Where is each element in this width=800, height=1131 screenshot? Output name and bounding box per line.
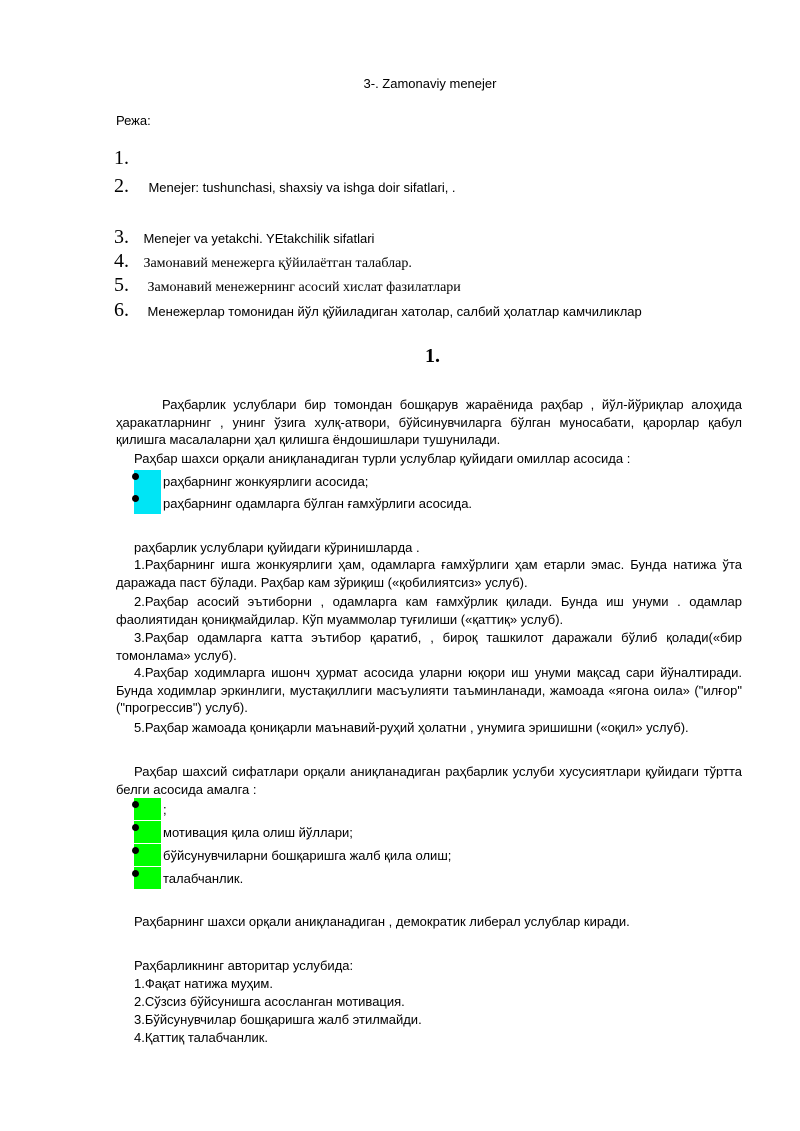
- plan-item-number: 3.: [114, 226, 129, 248]
- list-item: [134, 798, 167, 820]
- style-item: 4.Раҳбар ходимларга ишонч ҳурмат асосида уларни юқори иш унуми мақсад сари йўналтиради. Бунда ходимлар эркинлиги, мустақиллиги масъулияти таъминланади, жамоада «ягона оила» ("илғор" ("прогрессив") услуб).: [116, 665, 742, 715]
- plan-item: [114, 147, 139, 170]
- personal-paragraph: Раҳбар шахсий сифатлари орқали аниқланадиган раҳбарлик услуби хусусиятлари қуйидаги тўртта белги асосида амалга :: [116, 764, 742, 797]
- style-item: 1.Раҳбарнинг ишга жонкуярлиги ҳам, одамларга ғамхўрлиги ҳам етарли эмас. Бунда натижа ўта даражада паст бўлади. Раҳбар кам зўриқиш («қобилиятсиз» услуб).: [116, 557, 742, 590]
- plan-item-text: Menejer: tushunchasi, shaxsiy va ishga doir sifatlari, .: [148, 180, 456, 195]
- list-item: [134, 821, 353, 843]
- plan-item: [114, 250, 412, 273]
- highlight-marker: [134, 492, 161, 514]
- bullet-icon: [132, 801, 139, 808]
- highlight-marker: [134, 867, 161, 889]
- bullet-icon: [132, 847, 139, 854]
- plan-item-number: 5.: [114, 274, 129, 296]
- style-item: 3.Раҳбар одамларга катта эътибор қаратиб, , бироқ ташкилот даражали бўлиб қолади(«бир томонлама» услуб).: [116, 630, 742, 663]
- list-item-text: талабчанлик.: [163, 870, 244, 886]
- plan-item-text: Menejer va yetakchi. YEtakchilik sifatlari: [143, 231, 375, 246]
- factors-line: Раҳбар шахси орқали аниқланадиган турли услублар қуйидаги омиллар асосида :: [134, 451, 631, 466]
- list-item: [134, 867, 243, 889]
- bullet-icon: [132, 824, 139, 831]
- plan-item-text: Замонавий менежернинг асосий хислат фазилатлари: [147, 280, 461, 295]
- plan-label: Режа:: [116, 113, 151, 128]
- authoritarian-title: Раҳбарликнинг авторитар услубида:: [134, 958, 354, 973]
- plan-item: [114, 226, 374, 249]
- plan-item-number: 4.: [114, 250, 129, 272]
- plan-item: [114, 175, 456, 198]
- styles-intro: раҳбарлик услублари қуйидаги кўринишларда .: [134, 540, 420, 555]
- plan-item-number: 6.: [114, 299, 129, 321]
- authoritarian-item: 4.Қаттиқ талабчанлик.: [134, 1030, 269, 1045]
- bullet-icon: [132, 870, 139, 877]
- list-item-text: раҳбарнинг одамларга бўлган ғамхўрлиги асосида.: [163, 495, 473, 511]
- plan-item-number: 1.: [114, 147, 129, 169]
- section-heading: 1.: [425, 345, 440, 367]
- highlight-marker: [134, 844, 161, 866]
- democratic-line: Раҳбарнинг шахси орқали аниқланадиган , демократик либерал услублар киради.: [134, 914, 630, 929]
- highlight-marker: [134, 798, 161, 820]
- highlight-marker: [134, 821, 161, 843]
- style-item: 5.Раҳбар жамоада қониқарли маънавий-руҳий ҳолатни , унумига эришишни («оқил» услуб).: [134, 720, 689, 735]
- plan-item-text: Менежерлар томонидан йўл қўйиладиган хатолар, салбий ҳолатлар камчиликлар: [147, 304, 642, 319]
- list-item-text: раҳбарнинг жонкуярлиги асосида;: [163, 473, 369, 489]
- list-item: [134, 492, 472, 514]
- plan-item: [114, 274, 461, 297]
- authoritarian-item: 2.Сўзсиз бўйсунишга асосланган мотивация.: [134, 994, 405, 1009]
- style-item: 2.Раҳбар асосий эътиборни , одамларга кам ғамхўрлик қилади. Бунда иш унуми . одамлар фаолиятидан қониқмайдилар. Кўп муаммолар туғилиши («қаттиқ» услуб).: [116, 594, 742, 627]
- bullet-icon: [132, 473, 139, 480]
- authoritarian-item: 3.Бўйсунувчилар бошқаришга жалб этилмайди.: [134, 1012, 422, 1027]
- list-item-text: бўйсунувчиларни бошқаришга жалб қила олиш;: [163, 847, 452, 863]
- intro-paragraph: Раҳбарлик услублари бир томондан бошқарув жараёнида раҳбар , йўл-йўриқлар алоҳида ҳаракатларнинг , унинг ўзига хулқ-атвори, бўйсинувчиларга бўлган муносабати, қарорлар қабул қилишга масалаларни ҳал қилишга ёндошишлари тушунилади.: [116, 397, 742, 447]
- list-item: [134, 470, 368, 492]
- document-title: 3-. Zamonaviy menejer: [363, 76, 497, 91]
- authoritarian-item: 1.Фақат натижа муҳим.: [134, 976, 273, 991]
- plan-item: [114, 299, 642, 322]
- highlight-marker: [134, 470, 161, 492]
- bullet-icon: [132, 495, 139, 502]
- plan-item-number: 2.: [114, 175, 129, 197]
- list-item-text: ;: [163, 801, 167, 817]
- list-item-text: мотивация қила олиш йўллари;: [163, 824, 353, 840]
- plan-item-text: Замонавий менежерга қўйилаётган талаблар.: [143, 256, 412, 271]
- list-item: [134, 844, 451, 866]
